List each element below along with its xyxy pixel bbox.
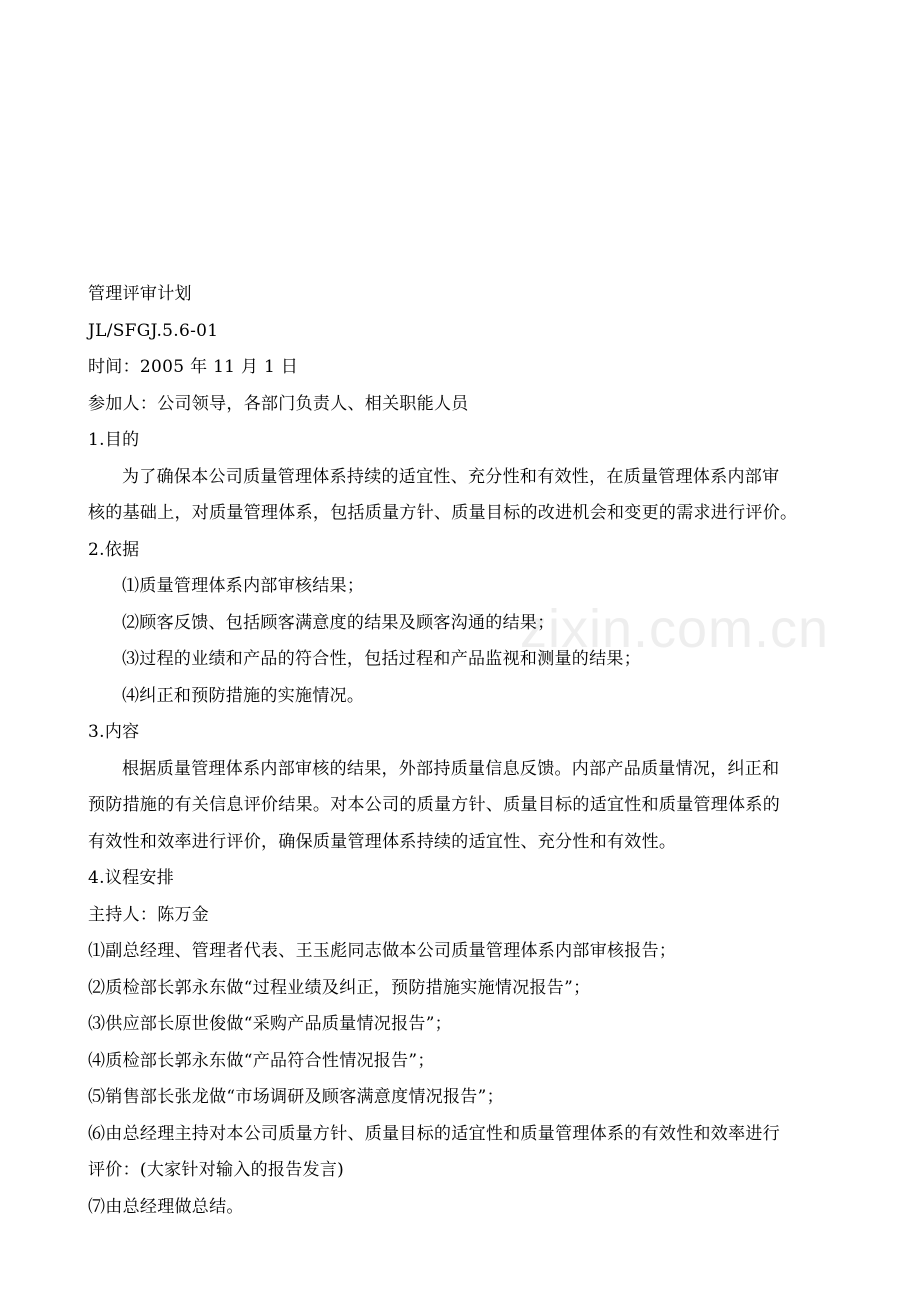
agenda-item: ⑵质检部长郭永东做“过程业绩及纠正，预防措施实施情况报告”；	[88, 977, 591, 998]
agenda-item: ⑸销售部长张龙做“市场调研及顾客满意度情况报告”；	[88, 1087, 504, 1107]
host-line: 主持人：陈万金	[88, 904, 210, 925]
section-4-heading: 4.议程安排	[88, 868, 175, 888]
doc-title: 管理评审计划	[88, 284, 192, 304]
doc-code: JL/SFGJ.5.6-01	[88, 320, 219, 341]
watermark: zixin.com.cn	[520, 599, 830, 659]
agenda-item: ⑴副总经理、管理者代表、王玉彪同志做本公司质量管理体系内部审核报告；	[88, 941, 677, 961]
agenda-item: ⑹由总经理主持对本公司质量方针、质量目标的适宜性和质量管理体系的有效性和效率进行	[88, 1123, 780, 1144]
section-2-heading: 2.依据	[88, 539, 140, 560]
basis-item: ⑵顾客反馈、包括顾客满意度的结果及顾客沟通的结果；	[122, 612, 555, 633]
agenda-item: ⑶供应部长原世俊做“采购产品质量情况报告”；	[88, 1014, 452, 1034]
section-3-text-line-1: 根据质量管理体系内部审核的结果，外部持质量信息反馈。内部产品质量情况，纠正和	[122, 758, 780, 779]
doc-participants: 参加人：公司领导，各部门负责人、相关职能人员	[88, 393, 469, 414]
agenda-item-continuation: 评价：(大家针对输入的报告发言)	[88, 1160, 345, 1180]
section-1-text-line-1: 为了确保本公司质量管理体系持续的适宜性、充分性和有效性，在质量管理体系内部审	[122, 466, 780, 487]
doc-time: 时间：2005 年 11 月 1 日	[88, 357, 299, 377]
agenda-item: ⑺由总经理做总结。	[88, 1196, 244, 1217]
section-3-text-line-2: 预防措施的有关信息评价结果。对本公司的质量方针、质量目标的适宜性和质量管理体系的	[88, 795, 780, 815]
basis-item: ⑷纠正和预防措施的实施情况。	[122, 685, 365, 706]
section-1-heading: 1.目的	[88, 430, 140, 450]
section-3-heading: 3.内容	[88, 722, 140, 742]
agenda-item: ⑷质检部长郭永东做“产品符合性情况报告”；	[88, 1050, 435, 1071]
basis-item: ⑴质量管理体系内部审核结果；	[122, 576, 365, 596]
basis-item: ⑶过程的业绩和产品的符合性，包括过程和产品监视和测量的结果；	[122, 649, 641, 669]
document-body	[88, 276, 840, 1225]
section-3-text-line-3: 有效性和效率进行评价，确保质量管理体系持续的适宜性、充分性和有效性。	[88, 831, 677, 852]
section-1-text-line-2: 核的基础上，对质量管理体系，包括质量方针、质量目标的改进机会和变更的需求进行评价。	[88, 503, 798, 523]
